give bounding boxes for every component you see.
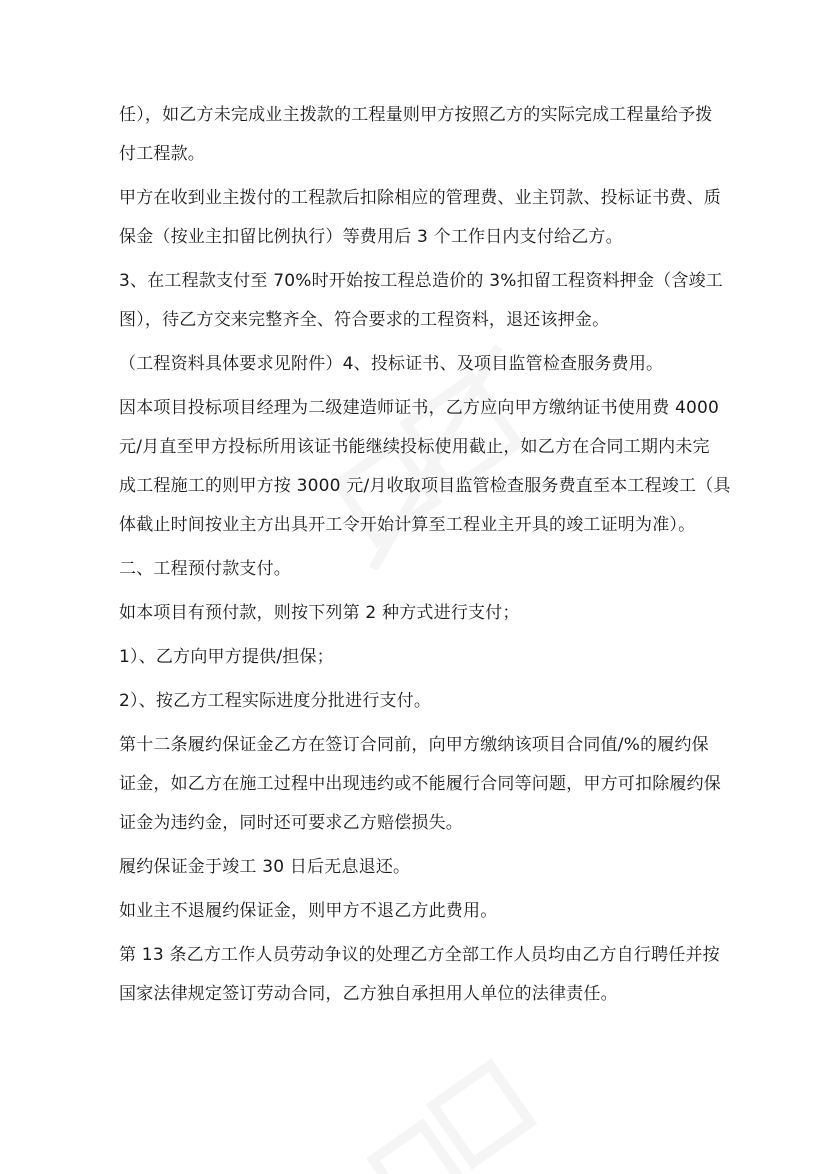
paragraph-line: 任），如乙方未完成业主拨款的工程量则甲方按照乙方的实际完成工程量给予拨 <box>119 105 713 125</box>
paragraph-line: 第十二条履约保证金乙方在签订合同前，向甲方缴纳该项目合同值/%的履约保 <box>119 735 709 755</box>
paragraph-line: 国家法律规定签订劳动合同，乙方独自承担用人单位的法律责任。 <box>119 984 618 1004</box>
paragraph-line: 第 13 条乙方工作人员劳动争议的处理乙方全部工作人员均由乙方自行聘任并按 <box>119 945 720 965</box>
paragraph-line: 2）、按乙方工程实际进度分批进行支付。 <box>119 691 432 711</box>
paragraph-line: 甲方在收到业主拨付的工程款后扣除相应的管理费、业主罚款、投标证书费、质 <box>119 188 721 208</box>
paragraph-line: 保金（按业主扣留比例执行）等费用后 3 个工作日内支付给乙方。 <box>119 227 623 247</box>
paragraph-line: 图），待乙方交来完整齐全、符合要求的工程资料，退还该押金。 <box>119 310 610 330</box>
watermark-logo-bottom <box>330 1050 570 1174</box>
paragraph-line: 付工程款。 <box>119 144 205 164</box>
paragraph-line: 元/月直至甲方投标所用该证书能继续投标使用截止，如乙方在合同工期内未完 <box>119 437 710 457</box>
paragraph-line: 体截止时间按业主方出具开工令开始计算至工程业主开具的竣工证明为准）。 <box>119 515 696 535</box>
paragraph-line: 因本项目投标项目经理为二级建造师证书，乙方应向甲方缴纳证书使用费 4000 <box>119 398 720 418</box>
paragraph-line: 成工程施工的则甲方按 3000 元/月收取项目监管检查服务费直至本工程竣工（具 <box>119 476 731 496</box>
paragraph-line: （工程资料具体要求见附件）4、投标证书、及项目监管检查服务费用。 <box>119 354 664 374</box>
paragraph-line: 3、在工程款支付至 70%时开始按工程总造价的 3%扣留工程资料押金（含竣工 <box>119 271 723 291</box>
document-body <box>119 104 731 1027</box>
paragraph-line: 二、工程预付款支付。 <box>119 559 291 579</box>
paragraph-line: 证金为违约金，同时还可要求乙方赔偿损失。 <box>119 813 463 833</box>
paragraph-line: 证金，如乙方在施工过程中出现违约或不能履行合同等问题，甲方可扣除履约保 <box>119 774 721 794</box>
paragraph-line: 如业主不退履约保证金，则甲方不退乙方此费用。 <box>119 901 498 921</box>
paragraph-line: 1）、乙方向甲方提供/担保； <box>119 647 334 667</box>
paragraph-line: 履约保证金于竣工 30 日后无息退还。 <box>119 857 411 877</box>
paragraph-line: 如本项目有预付款，则按下列第 2 种方式进行支付； <box>119 603 520 623</box>
